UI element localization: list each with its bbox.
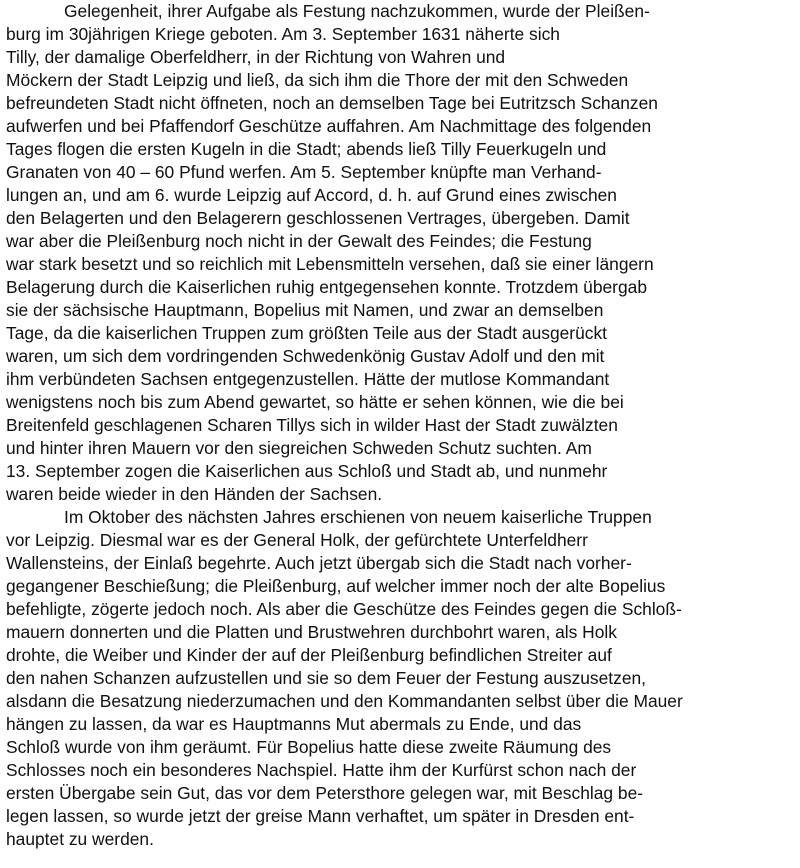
text-line: waren beide wieder in den Händen der Sachsen. <box>6 484 383 504</box>
text-line: Granaten von 40 – 60 Pfund werfen. Am 5. September knüpfte man Verhand- <box>6 162 602 182</box>
text-line: vor Leipzig. Diesmal war es der General Holk, der gefürchtete Unterfeldherr <box>6 530 588 550</box>
text-line: Im Oktober des nächsten Jahres erschienen von neuem kaiserliche Truppen <box>64 507 652 527</box>
text-line: ihm verbündeten Sachsen entgegenzustellen. Hätte der mutlose Kommandant <box>6 369 610 389</box>
text-line: Schloß wurde von ihm geräumt. Für Bopelius hatte diese zweite Räumung des <box>6 737 612 757</box>
text-line: lungen an, und am 6. wurde Leipzig auf Accord, d. h. auf Grund eines zwischen <box>6 185 617 205</box>
text-line: hängen zu lassen, da war es Hauptmanns Mut abermals zu Ende, und das <box>6 714 582 734</box>
text-line: Tage, da die kaiserlichen Truppen zum größten Teile aus der Stadt ausgerückt <box>6 323 607 343</box>
text-line: aufwerfen und bei Pfaffendorf Geschütze auffahren. Am Nachmittage des folgenden <box>6 116 652 136</box>
text-line: sie der sächsische Hauptmann, Bopelius mit Namen, und zwar an demselben <box>6 300 604 320</box>
text-line: Wallensteins, der Einlaß begehrte. Auch jetzt übergab sich die Stadt nach vorher- <box>6 553 632 573</box>
text-line: Tages flogen die ersten Kugeln in die Stadt; abends ließ Tilly Feuerkugeln und <box>6 139 607 159</box>
text-line: Breitenfeld geschlagenen Scharen Tillys sich in wilder Hast der Stadt zuwälzten <box>6 415 618 435</box>
text-line: gegangener Beschießung; die Pleißenburg, auf welcher immer noch der alte Bopelius <box>6 576 666 596</box>
text-line: befehligte, zögerte jedoch noch. Als aber die Geschütze des Feindes gegen die Schloß- <box>6 599 682 619</box>
text-line: den nahen Schanzen aufzustellen und sie so dem Feuer der Festung auszusetzen, <box>6 668 647 688</box>
text-line: Schlosses noch ein besonderes Nachspiel. Hatte ihm der Kurfürst schon nach der <box>6 760 637 780</box>
text-line: und hinter ihren Mauern vor den siegreichen Schweden Schutz suchten. Am <box>6 438 592 458</box>
document-page <box>6 0 798 868</box>
text-line: burg im 30jährigen Kriege geboten. Am 3. September 1631 näherte sich <box>6 24 560 44</box>
text-line: alsdann die Besatzung niederzumachen und den Kommandanten selbst über die Mauer <box>6 691 683 711</box>
text-line: Tilly, der damalige Oberfeldherr, in der Richtung von Wahren und <box>6 47 506 67</box>
text-line: drohte, die Weiber und Kinder der auf der Pleißenburg befindlichen Streiter auf <box>6 645 612 665</box>
text-line: ersten Übergabe sein Gut, das vor dem Petersthore gelegen war, mit Beschlag be- <box>6 783 644 803</box>
text-line: hauptet zu werden. <box>6 829 154 849</box>
text-line: mauern donnerten und die Platten und Brustwehren durchbohrt waren, als Holk <box>6 622 617 642</box>
text-line: den Belagerten und den Belagerern geschlossenen Vertrages, übergeben. Damit <box>6 208 630 228</box>
text-line: befreundeten Stadt nicht öffneten, noch an demselben Tage bei Eutritzsch Schanzen <box>6 93 658 113</box>
text-line: 13. September zogen die Kaiserlichen aus Schloß und Stadt ab, und nunmehr <box>6 461 608 481</box>
text-line: war aber die Pleißenburg noch nicht in der Gewalt des Feindes; die Festung <box>6 231 592 251</box>
text-line: legen lassen, so wurde jetzt der greise Mann verhaftet, um später in Dresden ent- <box>6 806 635 826</box>
text-line: wenigstens noch bis zum Abend gewartet, so hätte er sehen können, wie die bei <box>6 392 624 412</box>
text-line: Gelegenheit, ihrer Aufgabe als Festung nachzukommen, wurde der Pleißen- <box>64 1 650 21</box>
text-line: Belagerung durch die Kaiserlichen ruhig entgegensehen konnte. Trotzdem übergab <box>6 277 647 297</box>
text-line: Möckern der Stadt Leipzig und ließ, da sich ihm die Thore der mit den Schweden <box>6 70 629 90</box>
text-line: war stark besetzt und so reichlich mit Lebensmitteln versehen, daß sie einer längern <box>6 254 654 274</box>
text-line: waren, um sich dem vordringenden Schwedenkönig Gustav Adolf und den mit <box>6 346 605 366</box>
